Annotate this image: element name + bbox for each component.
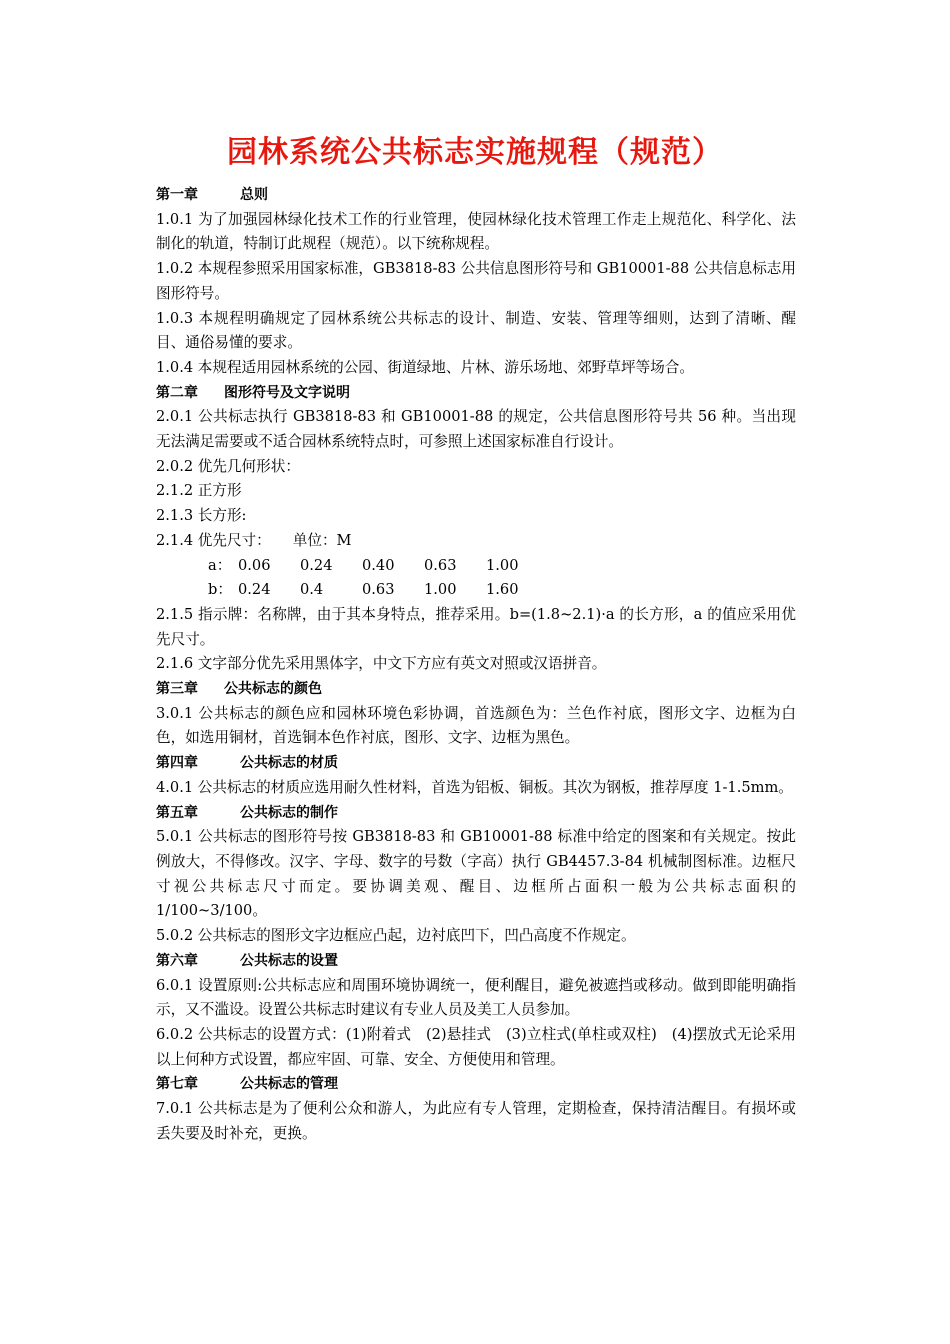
chapter-3-heading: 第三章 公共标志的颜色 bbox=[156, 681, 322, 698]
para-2-0-2: 2.0.2 优先几何形状： bbox=[156, 457, 300, 475]
para-4-0-1: 4.0.1 公共标志的材质应选用耐久性材料，首选为铝板、铜板。其次为钢板，推荐厚度 1-1.5mm。 bbox=[156, 778, 793, 796]
chapter-1-heading: 第一章 总则 bbox=[156, 187, 268, 203]
para-1-0-2: 1.0.2 本规程参照采用国家标准，GB3818-83 公共信息图形符号和 GB10001-88 公共信息标志用图形符号。 bbox=[156, 260, 796, 302]
para-5-0-1: 5.0.1 公共标志的图形符号按 GB3818-83 和 GB10001-88 标准中给定的图案和有关规定。按此例放大，不得修改。汉字、字母、数字的号数（字高）执行 GB4457.3-84 机械制图标准。边框尺寸视公共标志尺寸而定。要协调美观、醒目、边框所占面积一般为公共标志面积的 1/100~3/100。 bbox=[156, 828, 796, 920]
para-2-1-3: 2.1.3 长方形: bbox=[156, 507, 247, 525]
para-7-0-1: 7.0.1 公共标志是为了便利公众和游人，为此应有专人管理，定期检查，保持清洁醒目。有损坏或丢失要及时补充，更换。 bbox=[156, 1100, 796, 1142]
para-1-0-4: 1.0.4 本规程适用园林系统的公园、街道绿地、片林、游乐场地、郊野草坪等场合。 bbox=[156, 358, 694, 376]
para-2-1-5: 2.1.5 指示牌：名称牌，由于其本身特点，推荐采用。b=(1.8~2.1)·a 的长方形，a 的值应采用优先尺寸。 bbox=[156, 605, 796, 648]
para-2-1-2: 2.1.2 正方形 bbox=[156, 482, 242, 500]
para-2-1-6: 2.1.6 文字部分优先采用黑体字，中文下方应有英文对照或汉语拼音。 bbox=[156, 655, 607, 673]
para-2-0-1: 2.0.1 公共标志执行 GB3818-83 和 GB10001-88 的规定，公共信息图形符号共 56 种。当出现无法满足需要或不适合园林系统特点时，可参照上述国家标准自行设计。 bbox=[156, 408, 796, 451]
para-1-0-1: 1.0.1 为了加强园林绿化技术工作的行业管理，使园林绿化技术管理工作走上规范化、科学化、法制化的轨道，特制订此规程（规范）。以下统称规程。 bbox=[156, 210, 796, 253]
para-6-0-2: 6.0.2 公共标志的设置方式：(1)附着式 (2)悬挂式 (3)立柱式(单柱或双柱) (4)摆放式无论采用以上何种方式设置，都应牢固、可靠、安全、方便使用和管理。 bbox=[156, 1025, 796, 1068]
size-row-b: b： 0.24 0.4 0.63 1.00 1.60 bbox=[208, 581, 519, 599]
chapter-4-heading: 第四章 公共标志的材质 bbox=[156, 755, 338, 772]
para-3-0-1: 3.0.1 公共标志的颜色应和园林环境色彩协调，首选颜色为：兰色作衬底，图形文字、边框为白色，如选用铜材，首选铜本色作衬底，图形、文字、边框为黑色。 bbox=[156, 704, 796, 747]
chapter-2-heading: 第二章 图形符号及文字说明 bbox=[156, 384, 350, 401]
para-6-0-1: 6.0.1 设置原则:公共标志应和周围环境协调统一，便利醒目，避免被遮挡或移动。做到即能明确指示，又不滥设。设置公共标志时建议有专业人员及美工人员参加。 bbox=[156, 976, 796, 1019]
document-title: 园林系统公共标志实施规程（规范） bbox=[227, 135, 723, 170]
para-5-0-2: 5.0.2 公共标志的图形文字边框应凸起，边衬底凹下，凹凸高度不作规定。 bbox=[156, 927, 636, 945]
para-2-1-4: 2.1.4 优先尺寸： 单位：M bbox=[156, 531, 352, 549]
chapter-5-heading: 第五章 公共标志的制作 bbox=[156, 804, 338, 821]
document-body bbox=[156, 183, 796, 1146]
chapter-7-heading: 第七章 公共标志的管理 bbox=[156, 1076, 338, 1093]
chapter-6-heading: 第六章 公共标志的设置 bbox=[156, 952, 338, 969]
size-row-a: a： 0.06 0.24 0.40 0.63 1.00 bbox=[208, 556, 519, 574]
para-1-0-3: 1.0.3 本规程明确规定了园林系统公共标志的设计、制造、安装、管理等细则，达到了清晰、醒目、通俗易懂的要求。 bbox=[156, 309, 796, 352]
